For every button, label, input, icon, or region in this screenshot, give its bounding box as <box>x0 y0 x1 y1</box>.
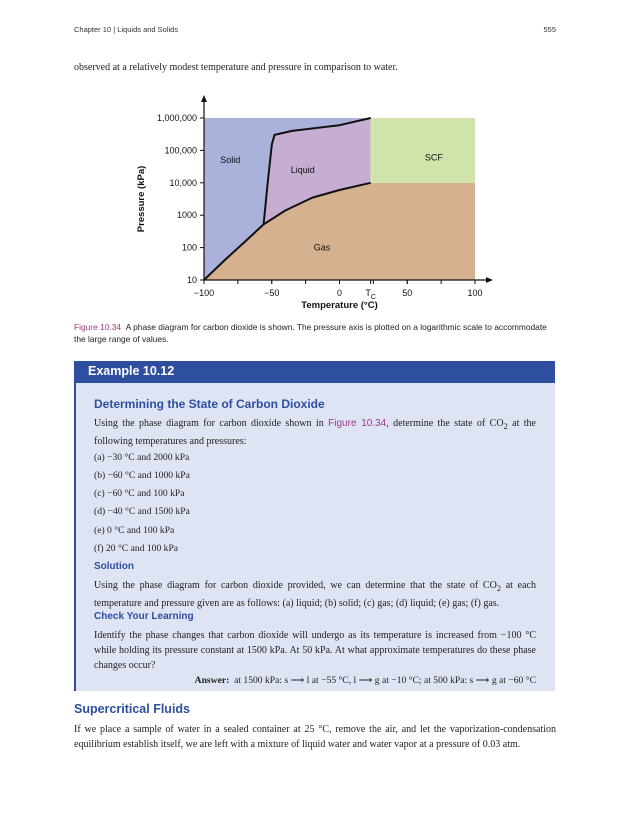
example-question <box>94 416 536 449</box>
answer-line <box>94 675 536 686</box>
solution-text-start: Using the phase diagram for carbon dioxide provided, we can determine that the state of CO <box>94 580 497 591</box>
list-item: (f) 20 °C and 100 kPa <box>94 543 179 554</box>
answer-label: Answer: <box>194 675 230 686</box>
list-item: (c) −60 °C and 100 kPa <box>94 488 185 499</box>
region-label-liquid: Liquid <box>290 164 315 175</box>
answer-text: at 1500 kPa: s ⟶ l at −55 °C, l ⟶ g at −10 °C; at 500 kPa: s ⟶ g at −60 °C <box>234 675 536 686</box>
y-tick-label: 1,000,000 <box>156 113 197 123</box>
list-item: (b) −60 °C and 1000 kPa <box>94 470 190 481</box>
y-tick-label: 1000 <box>176 210 197 221</box>
x-tick-label: 0 <box>336 288 343 298</box>
x-tick-label: −50 <box>264 288 280 298</box>
list-item: (a) −30 °C and 2000 kPa <box>94 452 190 463</box>
solution-text <box>94 578 536 611</box>
example-title: Determining the State of Carbon Dioxide <box>94 397 325 411</box>
question-text-end: at the following temperatures and pressures: <box>94 418 537 447</box>
y-tick-label: 100,000 <box>164 145 197 156</box>
co2-subscript: 2 <box>503 422 508 431</box>
x-tick-label: −100 <box>193 288 215 298</box>
question-text-start: Using the phase diagram for carbon dioxide shown in <box>94 418 329 429</box>
figure-link[interactable]: Figure 10.34 <box>328 418 387 429</box>
region-label-gas: Gas <box>313 242 331 253</box>
caption-text: A phase diagram for carbon dioxide is shown. The pressure axis is plotted on a logarithmic scale to accommodate the large range of values. <box>74 322 547 344</box>
y-axis-title: Pressure (kPa) <box>136 165 147 233</box>
figure-label: Figure 10.34 <box>74 322 122 332</box>
figure-caption <box>74 322 556 345</box>
section-paragraph: If we place a sample of water in a sealed container at 25 °C, remove the air, and let the vaporization-condensation equilibrium establish itself, we are left with a mixture of liquid water and water vapor at a pressure of 0.03 atm. <box>74 724 556 750</box>
x-axis-title: Temperature (°C) <box>301 300 378 311</box>
y-tick-label: 10 <box>186 275 197 285</box>
x-axis-arrow <box>486 277 493 283</box>
y-axis-arrow <box>201 95 207 102</box>
solution-title: Solution <box>94 561 134 572</box>
region-label-scf: SCF <box>424 152 443 163</box>
y-tick-label: 10,000 <box>169 177 197 188</box>
x-tick-label: 100 <box>467 288 483 298</box>
page-number: 555 <box>543 25 556 34</box>
example-left-rule <box>74 383 76 691</box>
section-title: Supercritical Fluids <box>74 702 191 716</box>
check-title: Check Your Learning <box>94 611 194 622</box>
co2-subscript: 2 <box>496 584 501 593</box>
solution-text-end: at each temperature and pressure given are as follows: (a) liquid; (b) solid; (c) gas; (d) liquid; (e) gas; (f) gas. <box>94 580 536 609</box>
scf-region <box>371 118 475 183</box>
example-header: Example 10.12 <box>88 364 175 378</box>
x-tick-label: $T_C$ <box>365 288 376 301</box>
question-text-mid: , determine the state of CO <box>386 418 504 429</box>
intro-line: observed at a relatively modest temperature and pressure in comparison to water. <box>74 62 398 73</box>
x-tick-label: 50 <box>402 288 413 298</box>
phase-diagram <box>130 92 500 317</box>
check-text: Identify the phase changes that carbon dioxide will undergo as its temperature is increased from −100 °C while holding its pressure constant at 1500 kPa. At 50 kPa. At what approximate temperatures do these phase changes occur? <box>94 630 536 671</box>
y-tick-label: 100 <box>181 242 197 253</box>
list-item: (d) −40 °C and 1500 kPa <box>94 506 190 517</box>
running-header: Chapter 10 | Liquids and Solids <box>74 25 179 34</box>
region-label-solid: Solid <box>220 155 241 166</box>
list-item: (e) 0 °C and 100 kPa <box>94 525 175 536</box>
